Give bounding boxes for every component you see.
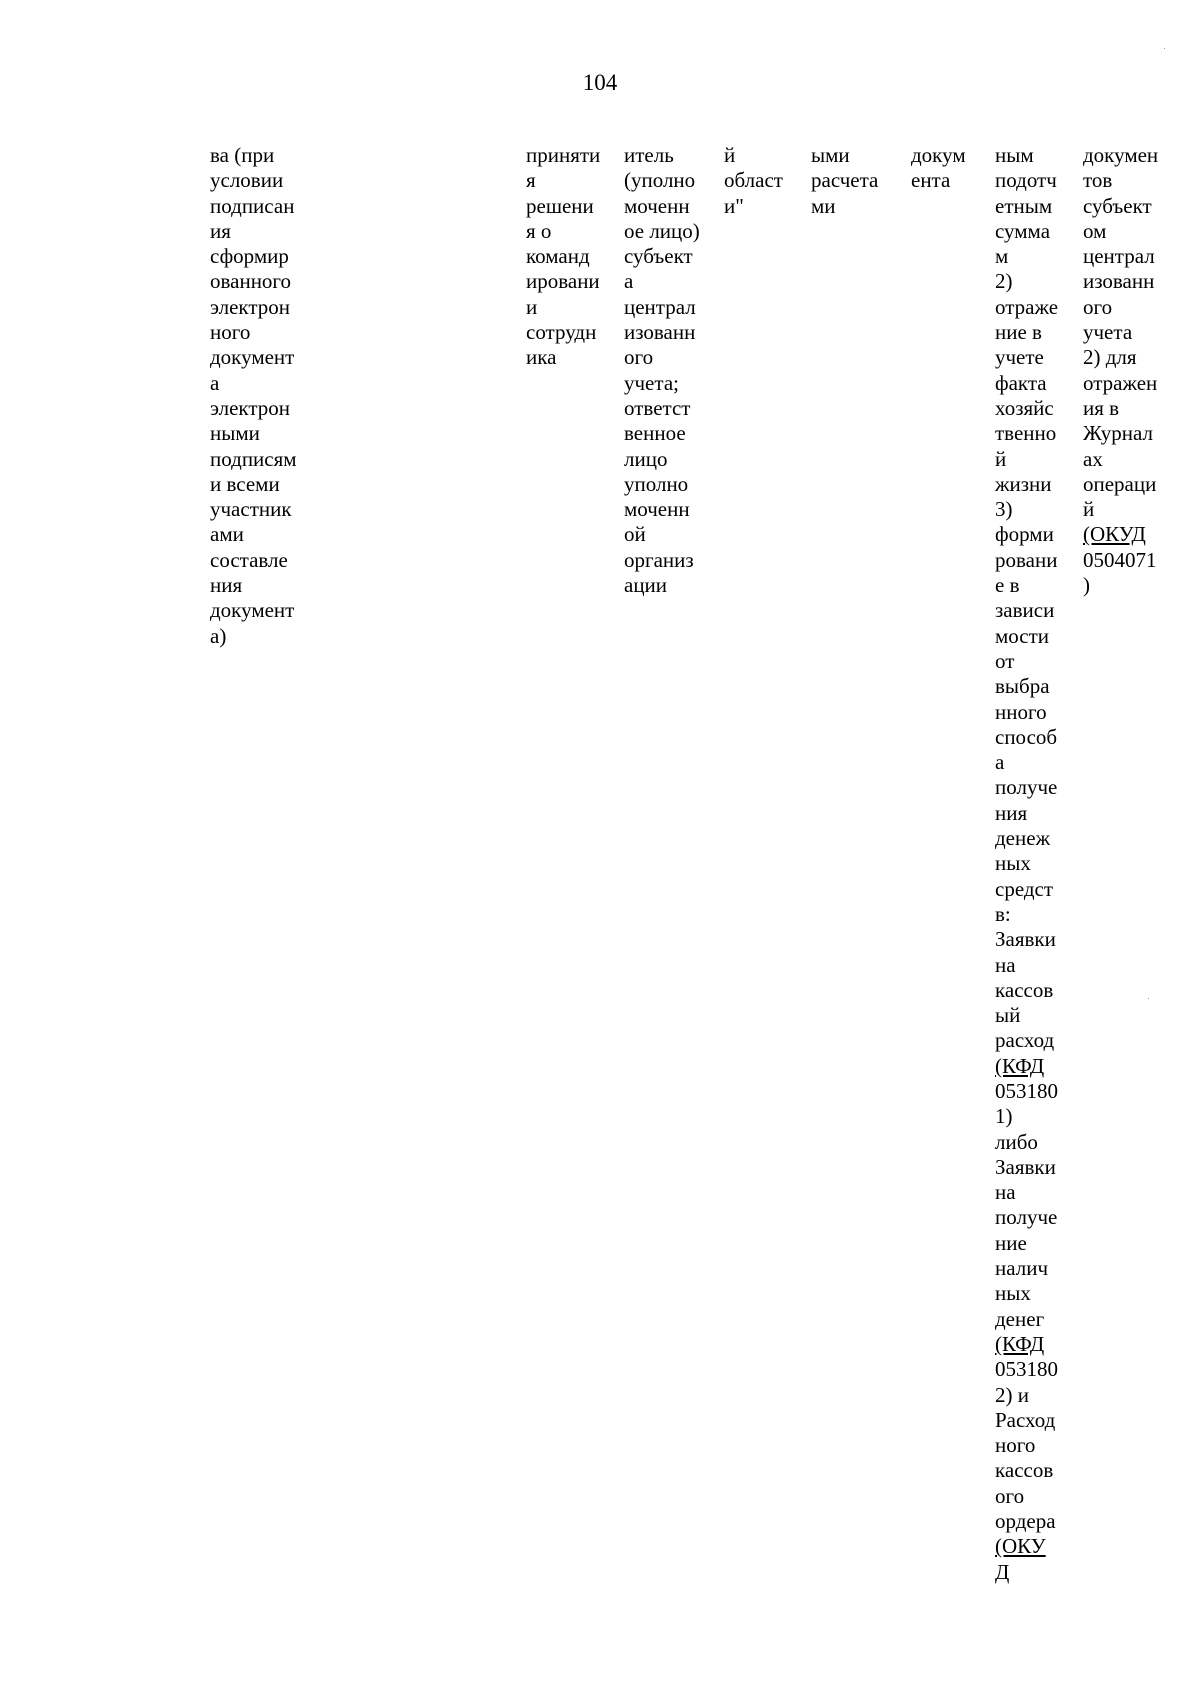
table-cell-column-3 [624, 143, 700, 598]
cell-text-line: ние в [995, 320, 1042, 345]
cell-text-line: моченн [624, 193, 690, 218]
cell-text-line: ных [995, 851, 1031, 876]
cell-text-line: средст [995, 876, 1054, 901]
cell-text-line: ного [995, 1433, 1036, 1458]
cell-text-line: условии [210, 168, 284, 193]
cell-text-line: учете [995, 345, 1044, 370]
cell-text-line: получе [995, 775, 1058, 800]
cell-text-line: ика [526, 345, 557, 370]
cell-text-line: Заявки [995, 927, 1056, 952]
cell-text-line: ыми [811, 143, 850, 167]
cell-text-line: мости [995, 623, 1050, 648]
cell-text-line: документ [210, 345, 295, 370]
cell-text-line: ва (при [210, 143, 275, 167]
cell-text-line: тов [1083, 168, 1113, 193]
cell-text-line: ое лицо) [624, 218, 700, 243]
cell-text-line: жизни [995, 471, 1052, 496]
cell-text-line: кассов [995, 1458, 1054, 1483]
cell-text-line: докум [911, 143, 966, 167]
cell-text-line: венное [624, 421, 686, 446]
cell-text-line: изованн [624, 320, 696, 345]
cell-text-line: электрон [210, 294, 291, 319]
cell-text-line: подотч [995, 168, 1057, 193]
cell-text-line: расход [995, 1028, 1055, 1053]
cell-text-line: ордера [995, 1509, 1056, 1534]
cell-text-line: твенно [995, 421, 1057, 446]
table-cell-column-4 [724, 143, 783, 219]
cell-text-line: ного [210, 320, 251, 345]
cell-text-line: электрон [210, 395, 291, 420]
cell-text-line: Заявки [995, 1154, 1056, 1179]
cell-text-line: я о [526, 218, 552, 243]
cell-text-line: ованного [210, 269, 292, 294]
cell-text-line: приняти [526, 143, 601, 167]
cell-text-line: и" [724, 193, 744, 218]
cell-text-line: ) [1083, 573, 1090, 598]
cell-text-line: сформир [210, 244, 289, 269]
cell-text-line: сотрудн [526, 320, 597, 345]
cell-text-line: ый [995, 1003, 1021, 1028]
cell-text-line: изованн [1083, 269, 1155, 294]
cell-text-line: ого [1083, 294, 1113, 319]
cell-text-line: уполно [624, 471, 689, 496]
cell-text-line: и [526, 294, 538, 319]
cell-text-line: Журнал [1083, 421, 1154, 446]
table-cell-column-1 [210, 143, 297, 649]
cell-text-line: расчета [811, 168, 879, 193]
cell-text-line: составле [210, 547, 288, 572]
scan-speck [1148, 998, 1149, 999]
table-cell-column-7 [995, 143, 1058, 1585]
cell-text-line: 0504071 [1083, 547, 1157, 572]
cell-text-line: сумма [995, 218, 1051, 243]
cell-text-line: ого [624, 345, 654, 370]
cell-text-line: ния [995, 800, 1028, 825]
table-cell-column-6 [911, 143, 966, 194]
cell-text-line: выбра [995, 674, 1050, 699]
cell-text-line: ных [995, 1281, 1031, 1306]
cell-text-line: итель [624, 143, 674, 167]
cell-text-line: 2) и [995, 1382, 1029, 1407]
cell-text-line: либо [995, 1129, 1038, 1154]
cell-text-line: етным [995, 193, 1053, 218]
cell-text-line: на [995, 952, 1016, 977]
cell-text-line: (КФД [995, 1053, 1045, 1078]
cell-text-line: 053180 [995, 1357, 1058, 1382]
cell-text-line: е в [995, 573, 1020, 598]
cell-text-line: ами [210, 522, 244, 547]
cell-text-line: факта [995, 370, 1047, 395]
cell-text-line: Д [995, 1559, 1010, 1584]
cell-text-line: отражен [1083, 370, 1158, 395]
cell-text-line: ого [995, 1483, 1025, 1508]
cell-text-line: зависи [995, 598, 1055, 623]
cell-text-line: субъект [1083, 193, 1152, 218]
cell-text-line: денеж [995, 826, 1051, 851]
cell-text-line: моченн [624, 497, 690, 522]
cell-text-line: команд [526, 244, 590, 269]
cell-text-line: 053180 [995, 1078, 1058, 1103]
cell-text-line: централ [624, 294, 696, 319]
page-number: 104 [582, 70, 618, 95]
cell-text-line: участник [210, 497, 292, 522]
cell-text-line: на [995, 1180, 1016, 1205]
cell-text-line: докумен [1083, 143, 1159, 167]
cell-text-line: субъект [624, 244, 693, 269]
cell-text-line: нного [995, 699, 1047, 724]
table-cell-column-2 [526, 143, 600, 371]
cell-text-line: й [1083, 497, 1095, 522]
cell-text-line: способ [995, 724, 1058, 749]
cell-text-line: 3) [995, 497, 1013, 522]
cell-text-line: ние [995, 1230, 1027, 1255]
cell-text-line: ния [210, 573, 243, 598]
cell-text-line: подписан [210, 193, 295, 218]
cell-text-line: централ [1083, 244, 1155, 269]
cell-text-line: хозяйс [995, 395, 1054, 420]
cell-text-line: й [995, 446, 1007, 471]
cell-text-line: форми [995, 522, 1054, 547]
cell-text-line: ации [624, 573, 668, 598]
cell-text-line: от [995, 648, 1015, 673]
scan-speck [1164, 48, 1165, 49]
cell-text-line: ными [210, 421, 260, 446]
cell-text-line: ровани [995, 547, 1058, 572]
cell-text-line: (КФД [995, 1331, 1045, 1356]
cell-text-line: ответст [624, 395, 691, 420]
cell-text-line: а) [210, 623, 227, 648]
cell-text-line: решени [526, 193, 594, 218]
cell-text-line: (ОКУ [995, 1534, 1046, 1559]
cell-text-line: ах [1083, 446, 1103, 471]
cell-text-line: подписям [210, 446, 297, 471]
cell-text-line: и всеми [210, 471, 280, 496]
cell-text-line: й [724, 143, 736, 167]
cell-text-line: организ [624, 547, 694, 572]
cell-text-line: получе [995, 1205, 1058, 1230]
cell-text-line: ми [811, 193, 836, 218]
cell-text-line: ия [210, 218, 231, 243]
cell-text-line: ом [1083, 218, 1107, 243]
table-cell-column-8 [1083, 143, 1158, 598]
table-cell-column-5 [811, 143, 878, 219]
cell-text-line: а [995, 750, 1005, 775]
cell-text-line: област [724, 168, 783, 193]
cell-text-line: учета [1083, 320, 1133, 345]
cell-text-line: ия в [1083, 395, 1120, 420]
cell-text-line: налич [995, 1256, 1049, 1281]
cell-text-line: (ОКУД [1083, 522, 1146, 547]
cell-text-line: кассов [995, 977, 1054, 1002]
cell-text-line: ой [624, 522, 646, 547]
cell-text-line: операци [1083, 471, 1157, 496]
cell-text-line: лицо [624, 446, 668, 471]
cell-text-line: а [210, 370, 220, 395]
cell-text-line: денег [995, 1306, 1045, 1331]
cell-text-line: ировани [526, 269, 600, 294]
cell-text-line: Расход [995, 1407, 1056, 1432]
cell-text-line: 2) для [1083, 345, 1137, 370]
cell-text-line: а [624, 269, 634, 294]
cell-text-line: 1) [995, 1104, 1013, 1129]
cell-text-line: отраже [995, 294, 1059, 319]
cell-text-line: м [995, 244, 1009, 269]
cell-text-line: ента [911, 168, 951, 193]
cell-text-line: ным [995, 143, 1034, 167]
cell-text-line: в: [995, 901, 1011, 926]
cell-text-line: (уполно [624, 168, 696, 193]
cell-text-line: я [526, 168, 536, 193]
cell-text-line: учета; [624, 370, 679, 395]
cell-text-line: документ [210, 598, 295, 623]
cell-text-line: 2) [995, 269, 1013, 294]
